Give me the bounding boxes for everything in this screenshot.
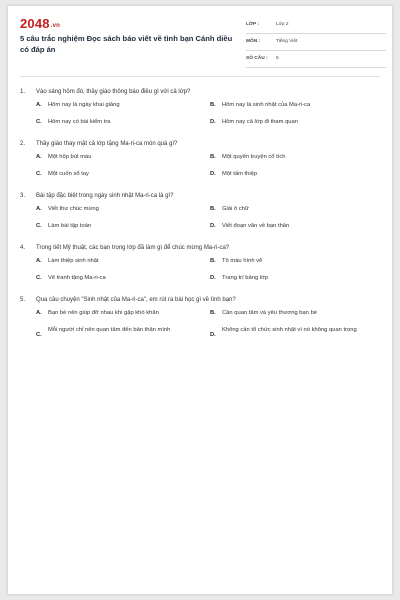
- option-row: [20, 118, 380, 130]
- option-letter: C.: [36, 119, 42, 125]
- question-prompt: Qua câu chuyện "Sinh nhật của Ma-ri-ca", em rút ra bài học gì về tình bạn?: [36, 297, 236, 303]
- option-text: Mỗi người chỉ nên quan tâm đến bản thân mình: [48, 327, 171, 333]
- logo-text: 2048: [20, 16, 50, 31]
- option-row: [20, 257, 380, 269]
- option-text: Viết thư chúc mừng: [48, 206, 99, 212]
- question-number: 1.: [20, 89, 26, 95]
- option-letter: D.: [210, 119, 216, 125]
- option-text: Một tấm thiệp: [222, 171, 258, 177]
- option-letter: B.: [210, 258, 216, 264]
- option-text: Giải ô chữ: [222, 206, 249, 212]
- question-1: [20, 88, 380, 130]
- option-text: Làm thiệp sinh nhật: [48, 258, 99, 264]
- logo-suffix: .vn: [50, 23, 61, 29]
- meta-label: SỐ CÂU :: [246, 56, 268, 61]
- option-text: Tô màu hình vẽ: [222, 258, 263, 264]
- option-letter: B.: [210, 206, 216, 212]
- question-text: [20, 296, 380, 304]
- question-number: 5.: [20, 297, 26, 303]
- question-prompt: Bài tập đặc biệt trong ngày sinh nhật Ma-ri-ca là gì?: [36, 193, 174, 199]
- answer-options: [20, 101, 380, 130]
- answer-options: [20, 205, 380, 234]
- option-row: [20, 153, 380, 165]
- option-letter: D.: [210, 275, 216, 281]
- meta-value: Tiếng Việt: [276, 39, 298, 44]
- question-text: [20, 244, 380, 252]
- answer-option-c[interactable]: [36, 170, 206, 179]
- site-logo[interactable]: [20, 16, 60, 31]
- option-letter: D.: [210, 332, 216, 338]
- answer-option-c[interactable]: [36, 118, 206, 127]
- question-number: 3.: [20, 193, 26, 199]
- answer-option-b[interactable]: [210, 153, 380, 162]
- document-header: [20, 16, 386, 68]
- option-letter: B.: [210, 154, 216, 160]
- answer-option-d[interactable]: [210, 274, 380, 283]
- option-text: Hôm nay là sinh nhật của Ma-ri-ca: [222, 102, 311, 108]
- option-letter: C.: [36, 332, 42, 338]
- question-2: [20, 140, 380, 182]
- option-text: Một cuốn sổ tay: [48, 171, 89, 177]
- answer-option-d[interactable]: [210, 170, 380, 179]
- option-letter: A.: [36, 310, 42, 316]
- question-prompt: Thầy giáo thay mặt cả lớp tặng Ma-ri-ca món quà gì?: [36, 141, 178, 147]
- option-text: Cần quan tâm và yêu thương bạn bè: [222, 310, 318, 316]
- option-text: Trang trí bảng lớp: [222, 275, 269, 281]
- option-letter: A.: [36, 258, 42, 264]
- option-letter: D.: [210, 223, 216, 229]
- answer-option-d[interactable]: [210, 222, 380, 231]
- question-4: [20, 244, 380, 286]
- option-text: Làm bài tập toán: [48, 223, 92, 229]
- meta-value: Lớp 2: [276, 22, 289, 27]
- meta-row-count: [246, 53, 386, 68]
- option-letter: B.: [210, 102, 216, 108]
- option-text: Hôm nay là ngày khai giảng: [48, 102, 120, 108]
- answer-option-b[interactable]: [210, 205, 380, 214]
- option-row: [20, 205, 380, 217]
- option-letter: B.: [210, 310, 216, 316]
- document-title: 5 câu trắc nghiệm Đọc sách báo viết về tình bạn Cánh diều có đáp án: [20, 34, 233, 54]
- answer-option-a[interactable]: [36, 309, 206, 318]
- meta-label: LỚP :: [246, 22, 260, 27]
- option-letter: D.: [210, 171, 216, 177]
- question-text: [20, 140, 380, 148]
- option-text: Một quyển truyện cổ tích: [222, 154, 286, 160]
- option-row: [20, 170, 380, 182]
- question-list: [20, 88, 380, 358]
- header-divider: [20, 76, 380, 77]
- option-letter: A.: [36, 102, 42, 108]
- option-text: Hôm nay cả lớp đi tham quan: [222, 119, 298, 125]
- option-text: Hôm nay có bài kiểm tra: [48, 119, 111, 125]
- answer-option-b[interactable]: [210, 101, 380, 110]
- option-text: Viết đoạn văn về bạn thân: [222, 223, 290, 229]
- option-letter: C.: [36, 223, 42, 229]
- option-row: [20, 326, 380, 348]
- option-text: Bạn bè nên giúp đỡ nhau khi gặp khó khăn: [48, 310, 159, 316]
- answer-option-d[interactable]: [210, 326, 380, 338]
- document-page: [8, 6, 392, 594]
- answer-options: [20, 257, 380, 286]
- option-letter: C.: [36, 171, 42, 177]
- question-5: [20, 296, 380, 348]
- option-row: [20, 101, 380, 113]
- option-row: [20, 309, 380, 321]
- answer-option-a[interactable]: [36, 101, 206, 110]
- option-letter: C.: [36, 275, 42, 281]
- question-3: [20, 192, 380, 234]
- question-prompt: Trong tiết Mỹ thuật, các bạn trong lớp đã làm gì để chúc mừng Ma-ri-ca?: [36, 245, 230, 251]
- answer-option-a[interactable]: [36, 257, 206, 266]
- answer-option-a[interactable]: [36, 153, 206, 162]
- option-text: Không cần tổ chức sinh nhật vì nó không quan trọng: [222, 327, 357, 333]
- question-prompt: Vào sáng hôm đó, thầy giáo thông báo điều gì với cả lớp?: [36, 89, 191, 95]
- answer-options: [20, 309, 380, 348]
- meta-row-class: [246, 19, 386, 34]
- answer-option-a[interactable]: [36, 205, 206, 214]
- answer-option-c[interactable]: [36, 222, 206, 231]
- answer-option-b[interactable]: [210, 309, 380, 318]
- answer-option-b[interactable]: [210, 257, 380, 266]
- question-number: 2.: [20, 141, 26, 147]
- document-meta: [246, 19, 386, 70]
- option-letter: A.: [36, 206, 42, 212]
- option-row: [20, 274, 380, 286]
- meta-value: 5: [276, 56, 279, 61]
- question-text: [20, 192, 380, 200]
- answer-option-c[interactable]: [36, 274, 206, 283]
- option-letter: A.: [36, 154, 42, 160]
- answer-option-d[interactable]: [210, 118, 380, 127]
- answer-options: [20, 153, 380, 182]
- meta-label: MÔN :: [246, 39, 261, 44]
- question-text: [20, 88, 380, 96]
- option-row: [20, 222, 380, 234]
- question-number: 4.: [20, 245, 26, 251]
- answer-option-c[interactable]: [36, 326, 206, 338]
- meta-row-subject: [246, 36, 386, 51]
- option-text: Vẽ tranh tặng Ma-ri-ca: [48, 275, 106, 281]
- option-text: Một hộp bút màu: [48, 154, 92, 160]
